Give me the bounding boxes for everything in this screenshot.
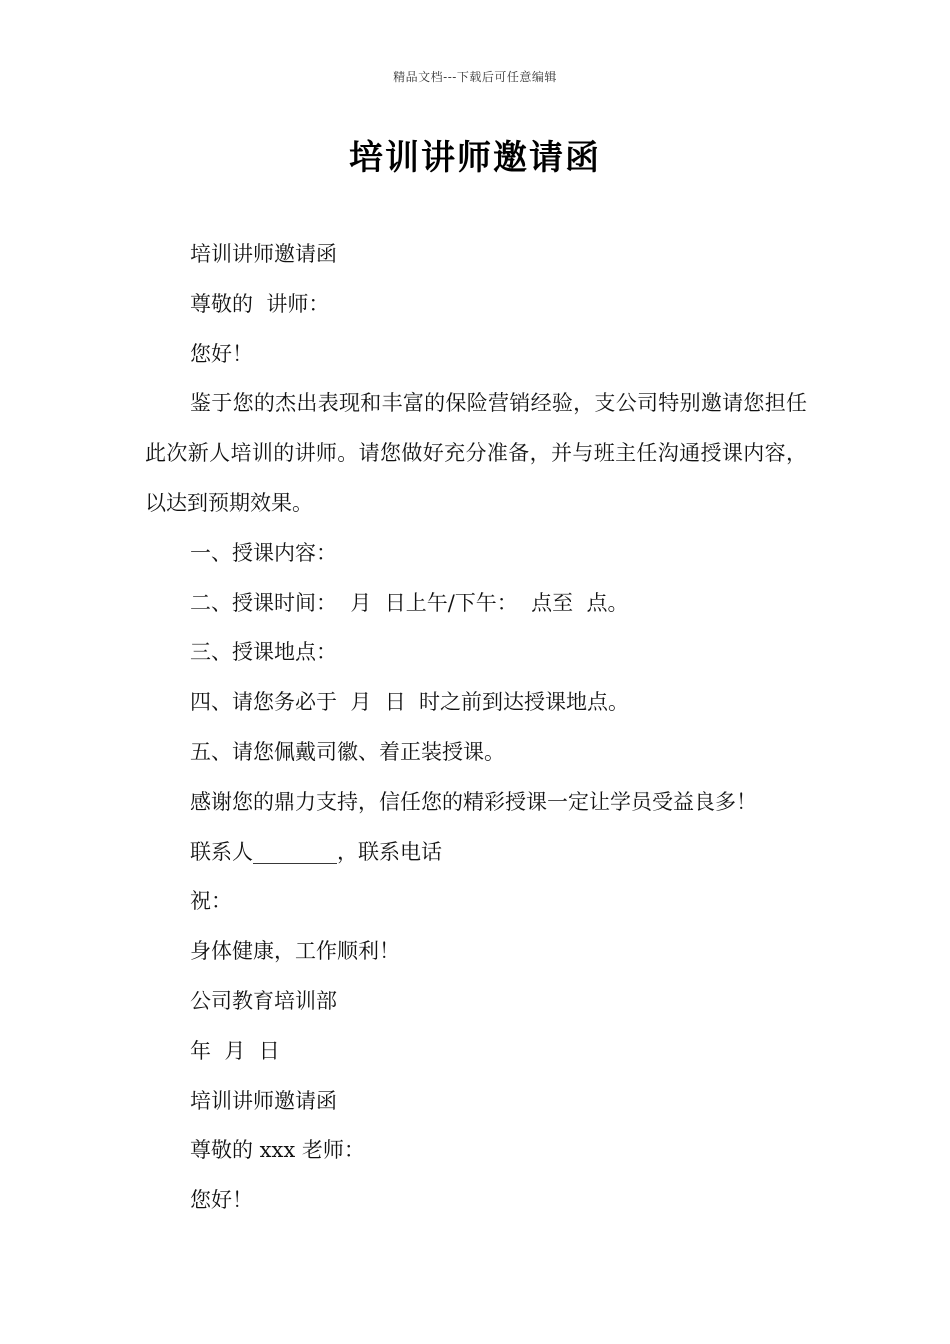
- paragraph-wish: 祝：: [190, 889, 232, 914]
- header-note: 精品文档---下载后可任意编辑: [393, 70, 557, 84]
- paragraph-greeting: 您好！: [190, 341, 253, 366]
- paragraph-invitation: 鉴于您的杰出表现和丰富的保险营销经验，支公司特别邀请您担任此次新人培训的讲师。请您做好充分准备，并与班主任沟通授课内容，以达到预期效果。: [145, 391, 807, 515]
- paragraph-second-greeting: 您好！: [190, 1188, 253, 1213]
- paragraph-salutation: 尊敬的 讲师：: [190, 291, 330, 316]
- paragraph-repeat-title: 培训讲师邀请函: [190, 242, 337, 266]
- paragraph-second-salutation: 尊敬的 xxx 老师：: [190, 1138, 365, 1163]
- paragraph-contact: 联系人________，联系电话: [190, 839, 442, 864]
- paragraph-signature: 公司教育培训部: [190, 988, 337, 1013]
- paragraph-course-location: 三、授课地点：: [190, 640, 337, 665]
- paragraph-wish-content: 身体健康，工作顺利！: [190, 939, 400, 964]
- document-title: 培训讲师邀请函: [349, 138, 601, 178]
- paragraph-second-title: 培训讲师邀请函: [190, 1088, 337, 1113]
- paragraph-course-time: 二、授课时间： 月 日上午/下午： 点至 点。: [190, 590, 629, 615]
- paragraph-arrival: 四、请您务必于 月 日 时之前到达授课地点。: [190, 690, 630, 715]
- paragraph-course-content: 一、授课内容：: [190, 540, 337, 565]
- document-body: [145, 230, 807, 1226]
- paragraph-dress-code: 五、请您佩戴司徽、着正装授课。: [190, 739, 505, 764]
- paragraph-thanks: 感谢您的鼎力支持，信任您的精彩授课一定让学员受益良多！: [190, 789, 757, 814]
- paragraph-date: 年 月 日: [190, 1038, 280, 1063]
